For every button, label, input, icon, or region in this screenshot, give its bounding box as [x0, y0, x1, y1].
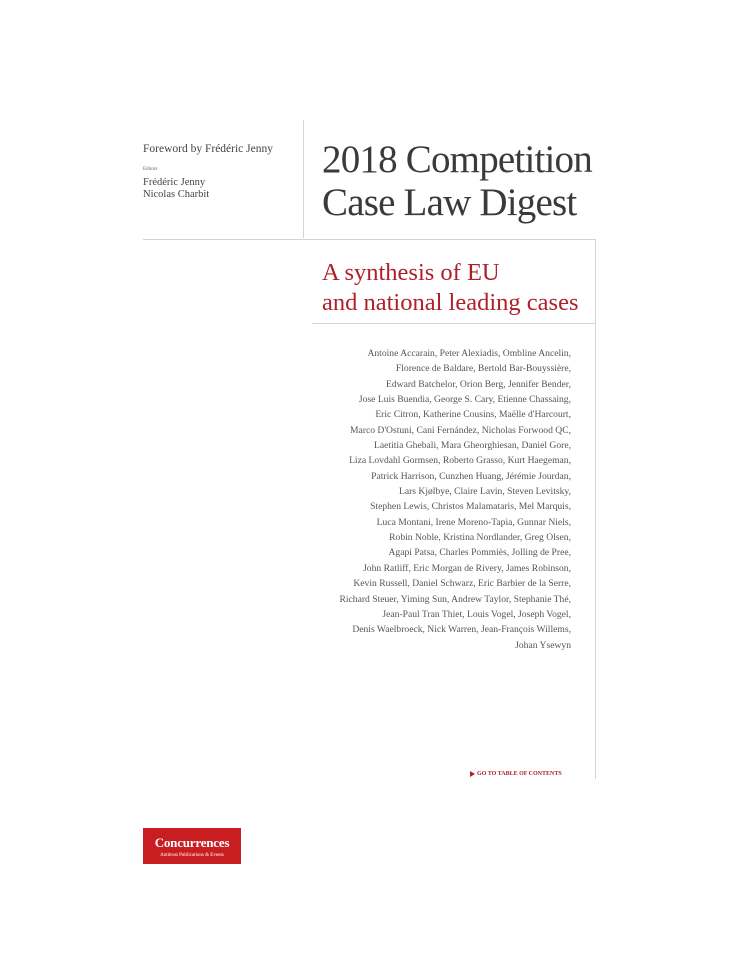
publisher-logo: [143, 828, 241, 864]
author-line: Eric Citron, Katherine Cousins, Maëlle d'Harcourt,: [375, 409, 571, 421]
arrow-right-icon: [470, 771, 475, 777]
author-line: Antoine Accarain, Peter Alexiadis, Ombline Ancelin,: [367, 348, 571, 359]
toc-link-label: GO TO TABLE OF CONTENTS: [477, 771, 562, 777]
author-list: [301, 346, 571, 653]
editors-label: Editors: [143, 167, 158, 172]
book-subtitle: [322, 258, 578, 318]
author-line: Stephen Lewis, Christos Malamataris, Mel Marquis,: [370, 501, 571, 513]
subtitle-line: A synthesis of EU: [322, 259, 500, 286]
author-line: Jean-Paul Tran Thiet, Louis Vogel, Joseph Vogel,: [382, 608, 571, 620]
author-line: Florence de Baldare, Bertold Bar-Bouyssière,: [395, 363, 571, 375]
author-line: Marco D'Ostuni, Cani Fernández, Nicholas Forwood QC,: [349, 424, 571, 436]
editor-name: Nicolas Charbit: [143, 189, 210, 200]
right-margin-rule: [595, 239, 596, 779]
subtitle-line: and national leading cases: [322, 289, 579, 316]
author-line: Luca Montani, Irene Moreno-Tapia, Gunnar Niels,: [376, 516, 571, 528]
author-line: John Ratliff, Eric Morgan de Rivery, James Robinson,: [363, 562, 571, 574]
publisher-tagline: Antitrust Publications & Events: [160, 853, 224, 858]
author-line: Denis Waelbroeck, Nick Warren, Jean-François Willems,: [352, 624, 571, 636]
author-line: Edward Batchelor, Orion Berg, Jennifer Bender,: [385, 378, 571, 390]
author-line: Kevin Russell, Daniel Schwarz, Eric Barbier de la Serre,: [353, 578, 571, 590]
author-line: Johan Ysewyn: [515, 639, 571, 651]
author-line: Laetitia Ghebali, Mara Gheorghiesan, Daniel Gore,: [374, 440, 571, 452]
author-line: Robin Noble, Kristina Nordlander, Greg Olsen,: [389, 532, 571, 544]
title-line: Case Law Digest: [322, 181, 577, 224]
author-line: Patrick Harrison, Cunzhen Huang, Jérémie Jourdan,: [371, 470, 571, 482]
header-rule: [143, 239, 595, 240]
book-title: [322, 138, 592, 224]
foreword-credit: Foreword by Frédéric Jenny: [143, 143, 273, 155]
author-line: Richard Steuer, Yiming Sun, Andrew Taylor, Stephanie Thé,: [339, 593, 571, 605]
publisher-name: Concurrences: [154, 835, 230, 850]
title-line: 2018 Competition: [322, 138, 592, 181]
author-line: Jose Luis Buendia, George S. Cary, Etienne Chassaing,: [358, 394, 571, 406]
author-line: Lars Kjølbye, Claire Lavin, Steven Levitsky,: [398, 486, 571, 498]
author-line: Agapi Patsa, Charles Pommiès, Jolling de Pree,: [388, 547, 571, 559]
author-line: Liza Lovdahl Gormsen, Roberto Grasso, Kurt Haegeman,: [349, 455, 571, 467]
subtitle-rule: [312, 323, 595, 324]
header-divider-vertical: [303, 120, 304, 238]
editor-name: Frédéric Jenny: [143, 177, 206, 188]
table-of-contents-link[interactable]: [470, 771, 562, 777]
